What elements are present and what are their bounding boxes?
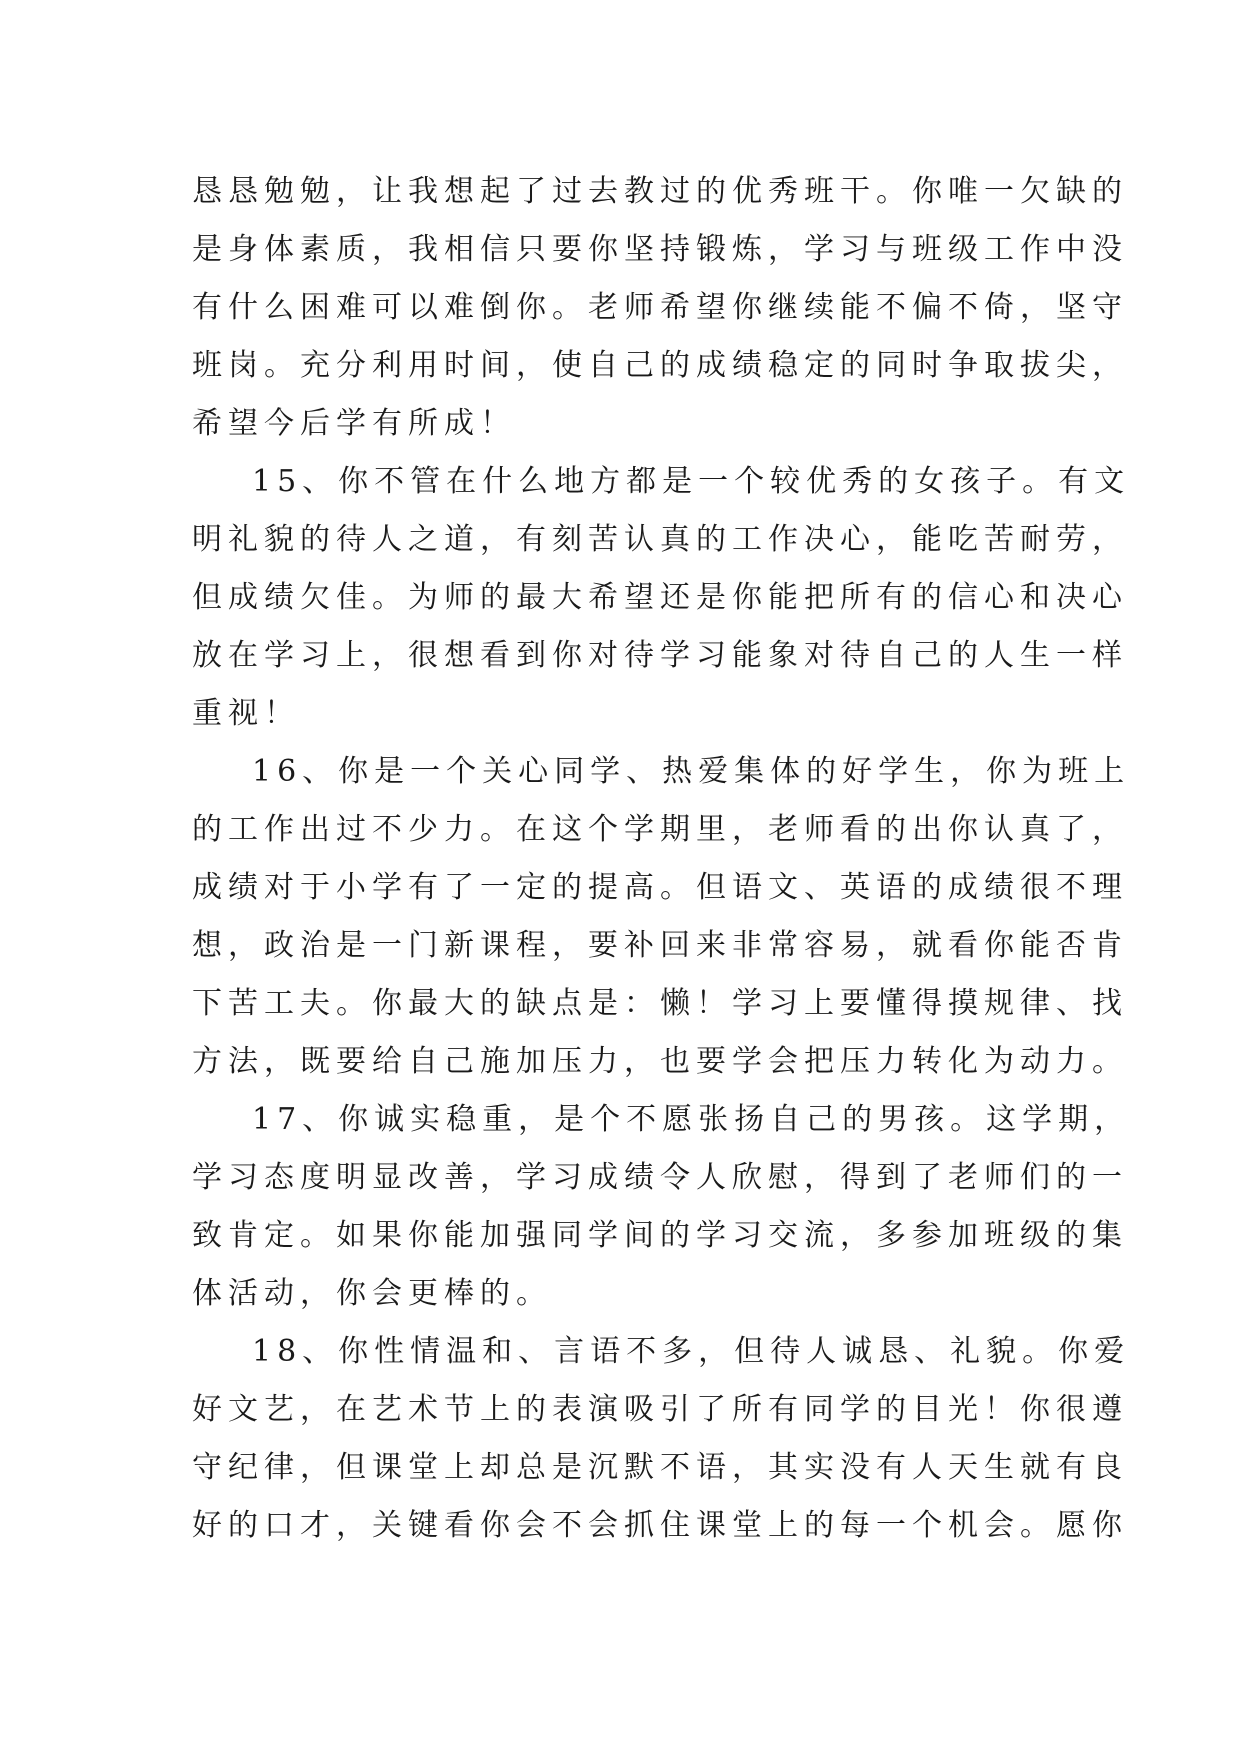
text-line: 希望今后学有所成！ [192, 406, 516, 441]
text-line: 18、你性情温和、言语不多，但待人诚恳、礼貌。你爱 [252, 1334, 1131, 1369]
text-line: 成绩对于小学有了一定的提高。但语文、英语的成绩很不理 [192, 870, 1128, 905]
text-line: 恳恳勉勉，让我想起了过去教过的优秀班干。你唯一欠缺的 [192, 174, 1128, 209]
text-line: 守纪律，但课堂上却总是沉默不语，其实没有人天生就有良 [192, 1450, 1128, 1485]
text-line: 体活动，你会更棒的。 [192, 1276, 552, 1311]
text-line: 明礼貌的待人之道，有刻苦认真的工作决心，能吃苦耐劳， [192, 522, 1128, 557]
text-line: 的工作出过不少力。在这个学期里，老师看的出你认真了， [192, 812, 1128, 847]
text-line: 想，政治是一门新课程，要补回来非常容易，就看你能否肯 [192, 928, 1128, 963]
text-line: 有什么困难可以难倒你。老师希望你继续能不偏不倚，坚守 [192, 290, 1128, 325]
text-line: 致肯定。如果你能加强同学间的学习交流，多参加班级的集 [192, 1218, 1128, 1253]
text-line: 学习态度明显改善，学习成绩令人欣慰，得到了老师们的一 [192, 1160, 1128, 1195]
text-line: 重视！ [192, 696, 300, 731]
text-line: 好的口才，关键看你会不会抓住课堂上的每一个机会。愿你 [192, 1508, 1128, 1543]
text-line: 17、你诚实稳重，是个不愿张扬自己的男孩。这学期， [252, 1102, 1131, 1137]
text-line: 好文艺，在艺术节上的表演吸引了所有同学的目光！你很遵 [192, 1392, 1128, 1427]
text-line: 班岗。充分利用时间，使自己的成绩稳定的同时争取拔尖， [192, 348, 1128, 383]
document-body [192, 163, 1131, 1555]
text-line: 放在学习上，很想看到你对待学习能象对待自己的人生一样 [192, 638, 1128, 673]
text-line: 16、你是一个关心同学、热爱集体的好学生，你为班上 [252, 754, 1131, 789]
text-line: 是身体素质，我相信只要你坚持锻炼，学习与班级工作中没 [192, 232, 1128, 267]
text-line: 但成绩欠佳。为师的最大希望还是你能把所有的信心和决心 [192, 580, 1128, 615]
text-line: 方法，既要给自己施加压力，也要学会把压力转化为动力。 [192, 1044, 1128, 1079]
text-line: 15、你不管在什么地方都是一个较优秀的女孩子。有文 [252, 464, 1131, 499]
text-line: 下苦工夫。你最大的缺点是：懒！学习上要懂得摸规律、找 [192, 986, 1128, 1021]
